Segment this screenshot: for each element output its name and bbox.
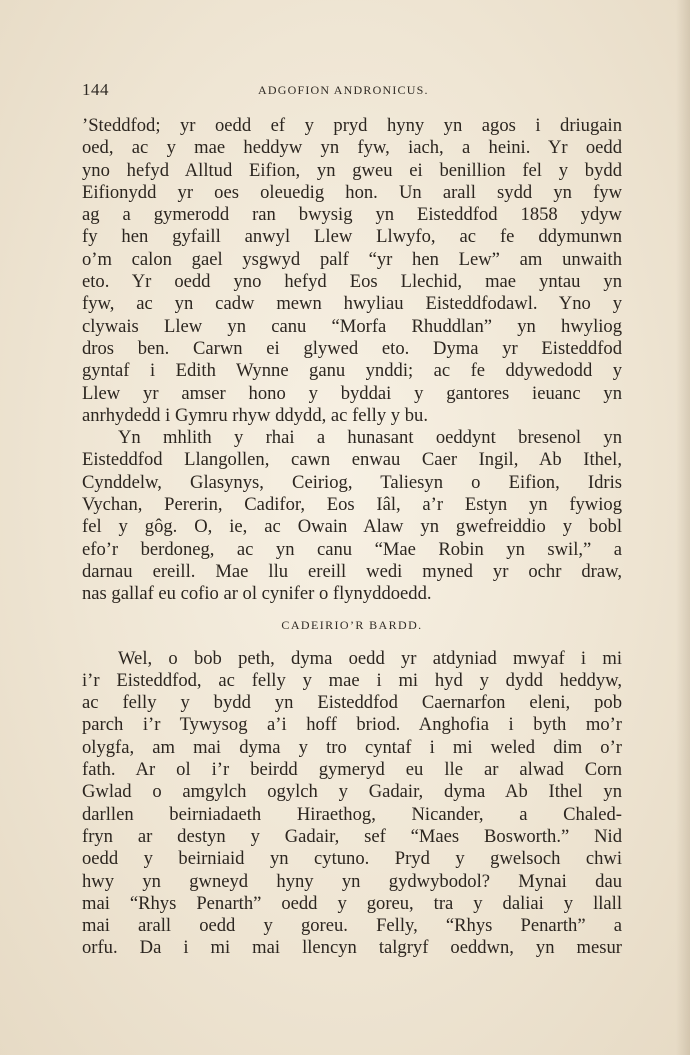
text-line: fy hen gyfaill anwyl Llew Llwyfo, ac fe ddymunwn — [82, 226, 622, 248]
paragraph-3 — [82, 648, 622, 960]
body-text — [82, 115, 622, 960]
running-title: ADGOFION ANDRONICUS. — [258, 83, 429, 97]
text-line: Vychan, Pererin, Cadifor, Eos Iâl, a’r Estyn yn fywiog — [82, 494, 622, 516]
text-line: Llew yr amser hono y byddai y gantores ieuanc yn — [82, 382, 622, 404]
text-line: darnau ereill. Mae llu ereill wedi myned yr ochr draw, — [82, 560, 622, 582]
text-line: fel y gôg. O, ie, ac Owain Alaw yn gwefreiddio y bobl — [82, 516, 622, 538]
text-line: dros ben. Carwn ei glywed eto. Dyma yr Eisteddfod — [82, 337, 622, 359]
text-line: ac felly y bydd yn Eisteddfod Caernarfon eleni, pob — [82, 692, 622, 714]
text-line: ag a gymerodd ran bwysig yn Eisteddfod 1858 ydyw — [82, 204, 622, 226]
text-line: Eisteddfod Llangollen, cawn enwau Caer Ingil, Ab Ithel, — [82, 449, 622, 471]
text-line: clywais Llew yn canu “Morfa Rhuddlan” yn hwyliog — [82, 315, 622, 337]
text-line: orfu. Da i mi mai llencyn talgryf oeddwn, yn mesur — [82, 937, 622, 959]
text-line: fath. Ar ol i’r beirdd gymeryd eu lle ar alwad Corn — [82, 759, 622, 781]
text-line: fryn ar destyn y Gadair, sef “Maes Bosworth.” Nid — [82, 825, 622, 847]
text-line: Eifionydd yr oes oleuedig hon. Un arall sydd yn fyw — [82, 181, 622, 203]
text-line: gyntaf i Edith Wynne ganu ynddi; ac fe ddywedodd y — [82, 360, 622, 382]
text-line: Wel, o bob peth, dyma oedd yr atdyniad mwyaf i mi — [118, 647, 622, 669]
running-head — [82, 80, 622, 102]
text-line: ’Steddfod; yr oedd ef y pryd hyny yn agos i driugain — [82, 115, 622, 136]
text-line: i’r Eisteddfod, ac felly y mae i mi hyd y dydd heddyw, — [82, 669, 622, 691]
section-heading: CADEIRIO’R BARDD. — [281, 617, 423, 632]
paragraph-2 — [82, 427, 622, 605]
text-line: mai “Rhys Penarth” oedd y goreu, tra y daliai y llall — [82, 892, 622, 914]
text-line: oedd y beirniaid yn cytuno. Pryd y gwelsoch chwi — [82, 848, 622, 870]
text-line: eto. Yr oedd yno hefyd Eos Llechid, mae yntau yn — [82, 271, 622, 293]
text-line: efo’r berdoneg, ac yn canu “Mae Robin yn swil,” a — [82, 538, 622, 560]
text-line: Cynddelw, Glasynys, Ceiriog, Taliesyn o Eifion, Idris — [82, 471, 622, 493]
text-line: fyw, ac yn cadw mewn hwyliau Eisteddfodawl. Yno y — [82, 293, 622, 315]
text-line: oed, ac y mae heddyw yn fyw, iach, a heini. Yr oedd — [82, 137, 622, 159]
text-line: darllen beirniadaeth Hiraethog, Nicander, a Chaled- — [82, 803, 622, 825]
text-line: olygfa, am mai dyma y tro cyntaf i mi weled dim o’r — [82, 736, 622, 758]
paragraph-1 — [82, 115, 622, 427]
text-line: yno hefyd Alltud Eifion, yn gweu ei benillion fel y bydd — [82, 159, 622, 181]
text-line: Gwlad o amgylch ogylch y Gadair, dyma Ab Ithel yn — [82, 781, 622, 803]
text-line: Yn mhlith y rhai a hunasant oeddynt bresenol yn — [118, 427, 622, 449]
text-line: mai arall oedd y goreu. Felly, “Rhys Penarth” a — [82, 915, 622, 937]
page-number: 144 — [82, 80, 109, 99]
text-line: parch i’r Tywysog a’i hoff briod. Anghofia i byth mo’r — [82, 714, 622, 736]
page-edge-shadow — [676, 0, 690, 1055]
text-line: anrhydedd i Gymru rhyw ddydd, ac felly y bu. — [82, 404, 428, 426]
text-line: nas gallaf eu cofio ar ol cynifer o flynyddoedd. — [82, 583, 432, 605]
text-line: o’m calon gael ysgwyd palf “yr hen Lew” am unwaith — [82, 248, 622, 270]
text-line: hwy yn gwneyd hyny yn gydwybodol? Mynai dau — [82, 870, 622, 892]
